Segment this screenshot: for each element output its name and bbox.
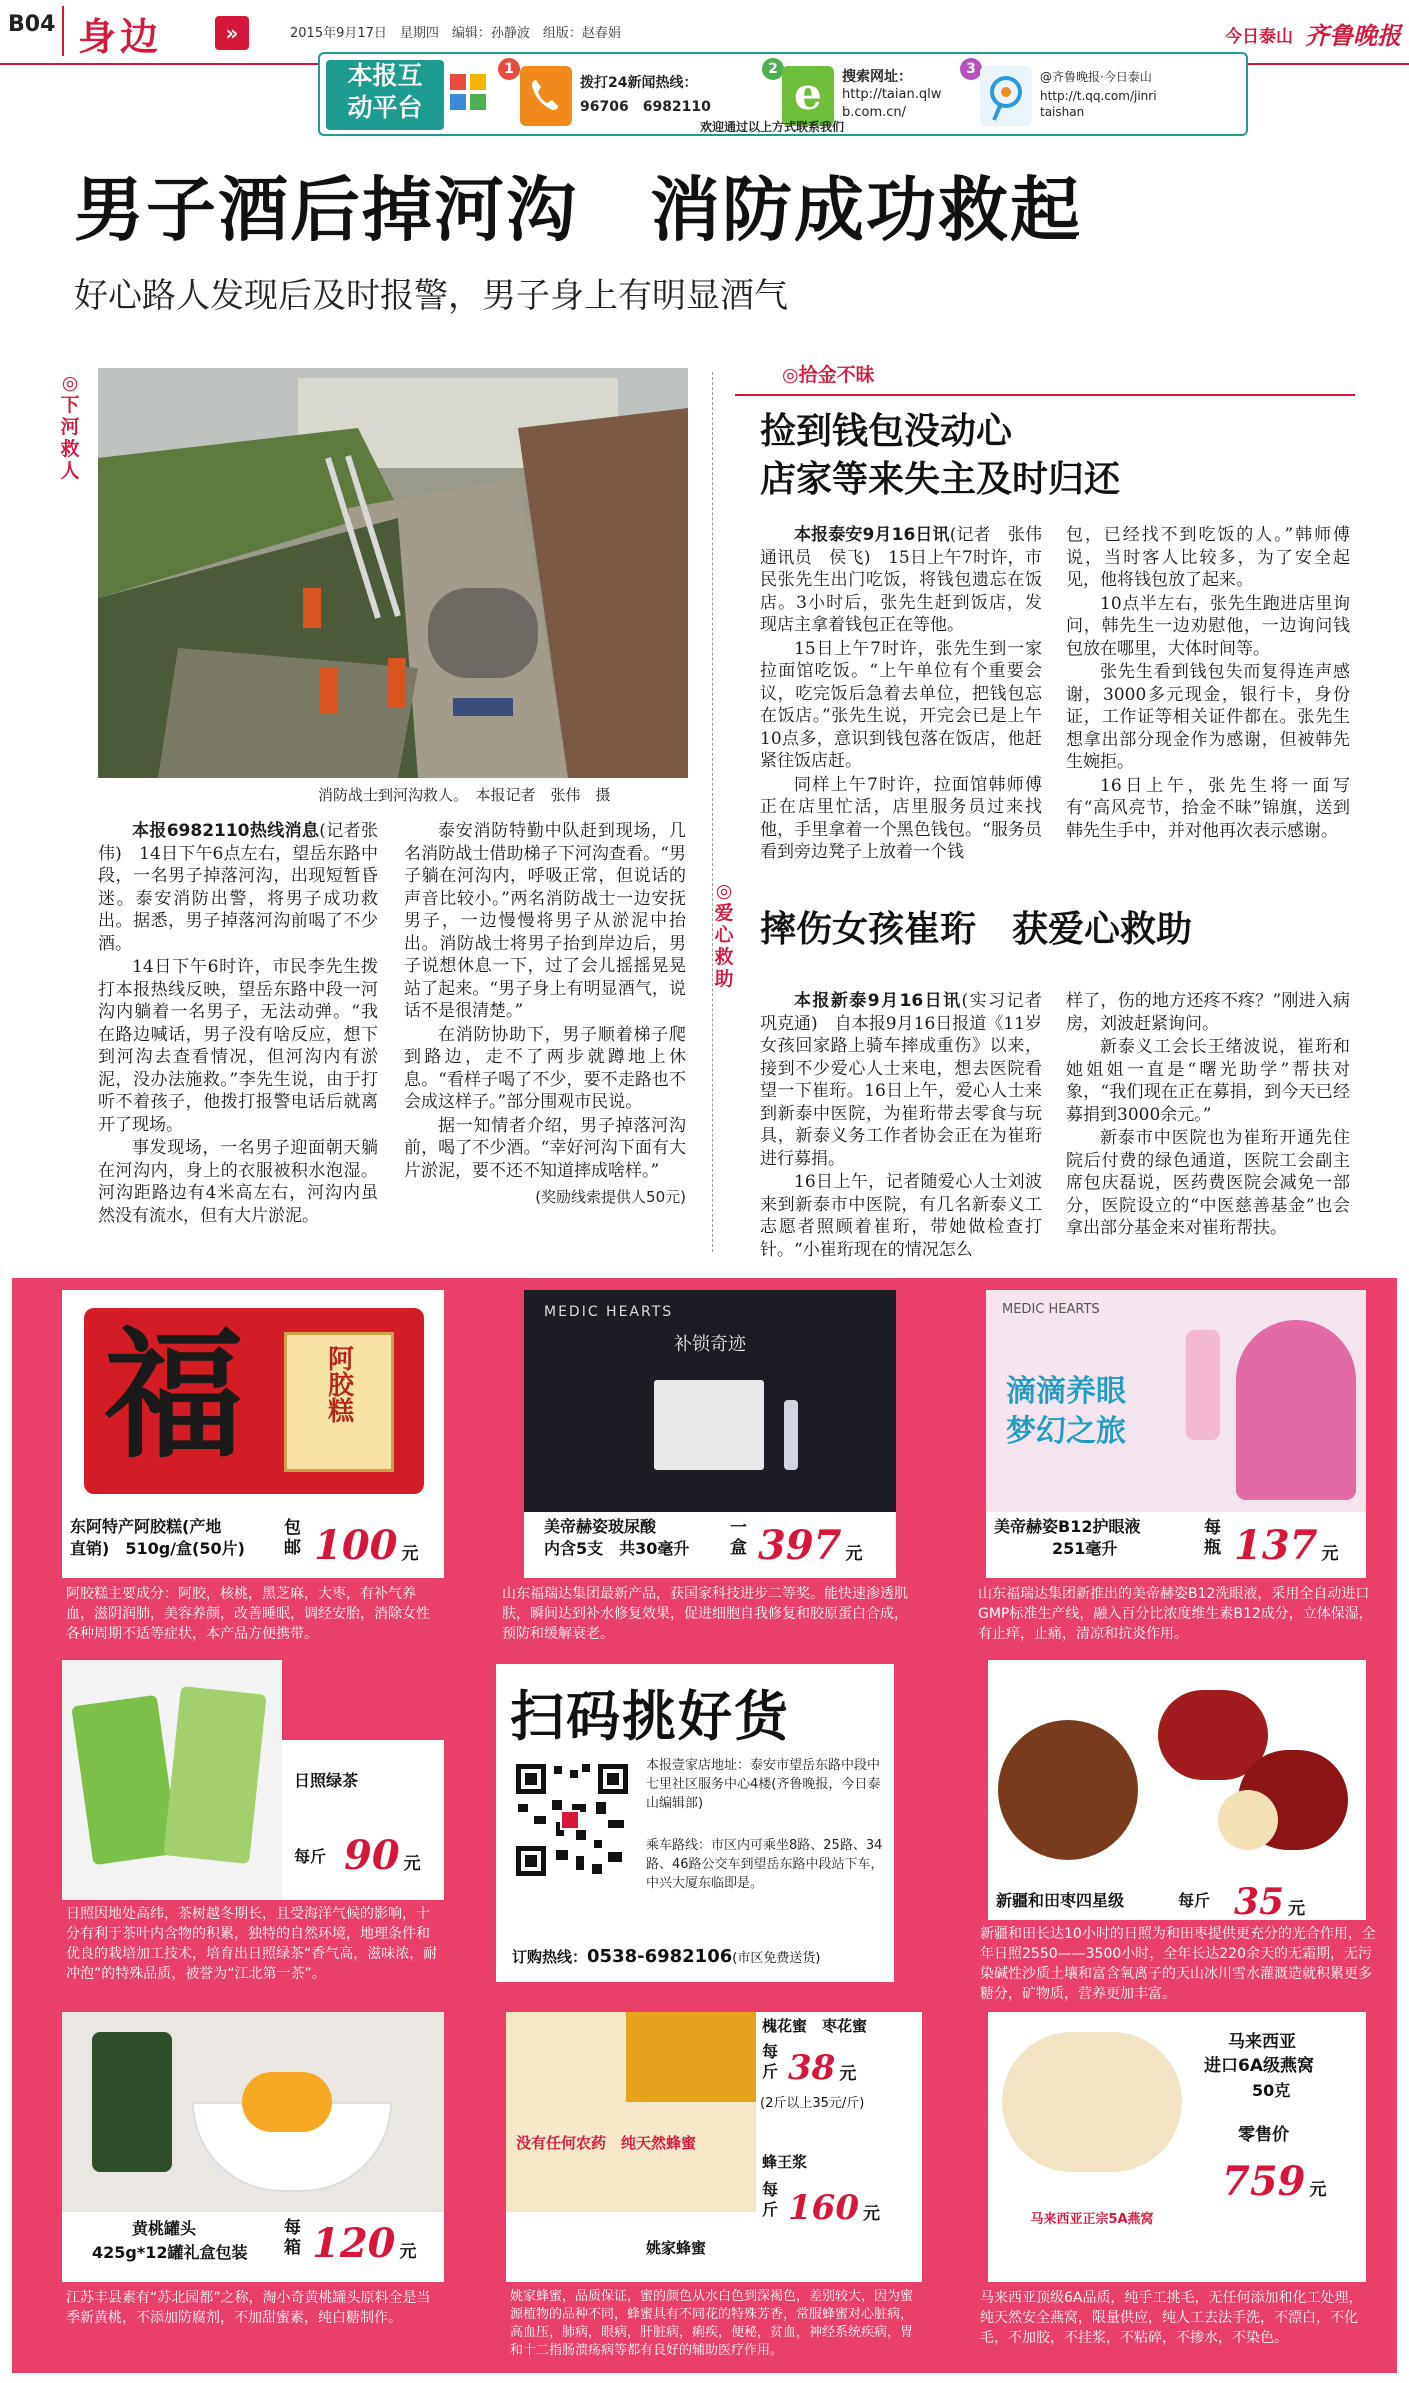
- lead-para-1: [98, 820, 378, 955]
- qr-bus-route: 乘车路线：市区内可乘坐8路、25路、34路、46路公交车到望岳东路中段站下车，中兴大厦东临即是。: [646, 1838, 884, 1891]
- green-tea-image: [62, 1660, 282, 1900]
- weibo-account: @齐鲁晚报·今日泰山: [1040, 70, 1152, 84]
- ejiao-name-line1: 东阿特产阿胶糕(产地: [70, 1517, 222, 1536]
- platform-banner: [318, 52, 1248, 136]
- honey-desc: 姚家蜂蜜，品质保证，蜜的颜色从水白色到深褐色，差别较大，因为蜜源植物的品种不同，蜂蜜具有不同花的特殊芳香，常服蜂蜜对心脏病，高血压，肺病，眼病，肝脏病，痢疾，便秘，贫血，神经系统疾病，胃和十二指肠溃疡病等都有良好的辅助医疗作用。: [510, 2289, 914, 2358]
- eye-drops-price-unit: 元: [1321, 1544, 1339, 1564]
- honey-price-2-value: 160: [788, 2188, 859, 2228]
- ad-yellow-peach[interactable]: [62, 2012, 444, 2362]
- story2-column-1: [760, 524, 1059, 865]
- story3-dateline: 本报新泰9月16日讯: [794, 991, 962, 1011]
- story2-para-5: 10点半左右，张先生跑进店里询问，韩先生一边劝慰他，一边询问钱包放在哪里，大体时间等。: [1066, 593, 1350, 659]
- ad-ejiao[interactable]: [62, 1290, 444, 1640]
- column-separator: [712, 372, 713, 1252]
- honey-name-1: 槐花蜜 枣花蜜: [762, 2017, 868, 2035]
- ejiao-desc: 阿胶糕主要成分：阿胶，核桃，黑芝麻，大枣，有补气养血，滋阴润肺，美容养颜，改善睡眠，调经安胎，消除女性各种周期不适等症状，本产品方便携带。: [66, 1586, 430, 1642]
- weibo-number-badge: 3: [960, 58, 982, 80]
- hotline-number-badge: 1: [498, 58, 520, 80]
- lead-para-2: 14日下午6时许，市民李先生拨打本报热线反映，望岳东路中段一河沟内躺着一名男子，无法动弹。“我在路边喊话，男子没有啥反应，想下到河沟去查看情况，但河沟内有淤泥，没办法施救。”李先生说，由于打听不着孩子，他拨打报警电话后就离开了现场。: [98, 957, 378, 1135]
- hyaluronic-name-line2: 内含5支 共30毫升: [544, 1539, 690, 1558]
- hyaluronic-price-unit: 元: [845, 1544, 863, 1564]
- story2-tag-rule: [735, 394, 1355, 396]
- story3-tag: ◎爱心救助: [714, 880, 734, 990]
- ad-honey[interactable]: [506, 2012, 922, 2362]
- story3-para-2: 16日上午，记者随爱心人士刘波来到新泰市中医院，有几名新泰义工志愿者照顾着崔珩，带她做检查打针。“小崔珩现在的情况怎么: [760, 1172, 1042, 1260]
- story2-para-7: 16日上午，张先生将一面写有“高风亮节，拾金不昧”锦旗，送到韩先生手中，并对他再次表示感谢。: [1066, 775, 1350, 841]
- hotline-label: 拨打24新闻热线：: [580, 75, 698, 91]
- section-arrow-icon: »: [215, 16, 249, 50]
- story2-title-line1: 捡到钱包没动心: [760, 411, 1013, 452]
- lead-headline: 男子酒后掉河沟 消防成功救起: [74, 169, 1082, 251]
- tea-bag-2: [163, 1686, 266, 1864]
- honeycomb: [626, 2012, 756, 2102]
- story2-title-line2: 店家等来失主及时归还: [760, 459, 1121, 500]
- eye-drops-per: 每瓶: [1204, 1518, 1221, 1558]
- jujube-image: [988, 1660, 1366, 1880]
- jujube-price-unit: 元: [1288, 1899, 1306, 1919]
- header-divider: [62, 6, 64, 56]
- honey-shop-panel: [506, 2212, 756, 2282]
- jujube-price: [1234, 1882, 1305, 1929]
- website-label: 搜索网址：: [842, 69, 912, 85]
- yellow-peach-name-line2: 425g*12罐礼盒包装: [92, 2243, 248, 2262]
- peach-jar: [92, 2032, 172, 2172]
- eye-drops-name-line2: 251毫升: [1052, 1539, 1118, 1558]
- lead-photo: [98, 368, 688, 778]
- story3-title: 摔伤女孩崔珩 获爱心救助: [760, 909, 1193, 950]
- page-number: B04: [8, 12, 56, 37]
- lead-credit: (奖励线索提供人50元): [535, 1188, 686, 1206]
- honey-price-1: [788, 2048, 856, 2094]
- yellow-peach-per: 每箱: [284, 2218, 301, 2258]
- honey-image: [506, 2012, 756, 2212]
- honey-price-2: [788, 2188, 880, 2234]
- story3-para-5: 新泰市中医院也为崔珩开通先住院后付费的绿色通道，医院工会副主席包庆磊说，医药费医院会减免一部分，医院设立的“中医慈善基金”也会拿出部分基金来对崔珩帮扶。: [1066, 1128, 1350, 1238]
- story2-tag: ◎拾金不昧: [782, 364, 875, 386]
- green-tea-desc: 日照因地处高纬，茶树越冬期长，且受海洋气候的影响，十分有利于茶叶内含物的积累，独特的自然环境，地理条件和优良的栽培加工技术，培育出日照绿茶“香气高，滋味浓，耐冲泡”的特殊品质，被誉为“江北第一茶”。: [66, 1906, 438, 1982]
- platform-title-box: [326, 60, 444, 130]
- lead-para-6: 据一知情者介绍，男子掉落河沟前，喝了不少酒。“幸好河沟下面有大片淤泥，要不还不知道摔成啥样。”: [404, 1115, 686, 1181]
- jujube-bowl: [998, 1720, 1138, 1860]
- website-url[interactable]: http://taian.qlwb.com.cn/: [842, 87, 942, 120]
- lead-para-5: 在消防协助下，男子顺着梯子爬到路边，走不了两步就蹲地上休息。“看样子喝了不少，要不走路也不会成这样子。”部分围观市民说。: [404, 1024, 686, 1112]
- lead-photo-caption: 消防战士到河沟救人。 本报记者 张伟 摄: [318, 786, 611, 804]
- website-number-badge: 2: [762, 58, 784, 80]
- hyaluronic-image: [524, 1290, 896, 1512]
- qr-hotline-label: 订购热线：: [512, 1948, 588, 1966]
- jujube-slice: [1218, 1790, 1278, 1850]
- ad-eye-drops[interactable]: [972, 1290, 1382, 1640]
- lead-tag: ◎下河救人: [60, 372, 80, 482]
- honey-per-2: 每斤: [762, 2180, 779, 2219]
- yellow-peach-name-line1: 黄桃罐头: [132, 2219, 197, 2238]
- story3-para-4: 新泰义工会长王绪波说，崔珩和她姐姐一直是“曙光助学”帮扶对象，“我们现在正在募捐，到今天已经募捐到3000余元。”: [1066, 1037, 1350, 1125]
- green-tea-price-unit: 元: [403, 1854, 421, 1874]
- lead-dateline: 本报6982110热线消息: [132, 821, 320, 841]
- lead-para-3: 事发现场，一名男子迎面朝天躺在河沟内，身上的衣服被积水泡湿。河沟距路边有4米高左右，河沟内虽然没有流水，但有大片淤泥。: [98, 1138, 378, 1226]
- ejiao-price-unit: 元: [401, 1544, 419, 1564]
- story2-para-2: 15日上午7时许，张先生到一家拉面馆吃饭。“上午单位有个重要会议，吃完饭后急着去单位，把钱包忘在饭店。”张先生说，开完会已是上午10点多，意识到钱包落在饭店，他赶紧往饭店赶。: [760, 638, 1042, 771]
- hotline-value[interactable]: 96706 6982110: [580, 99, 711, 115]
- honey-name-2: 蜂王浆: [762, 2153, 808, 2171]
- qr-hotline-note: (市区免费送货): [732, 1951, 821, 1966]
- story2-para-1-text: (记者 张伟 通讯员 侯飞) 15日上午7时许，市民张先生出门吃饭，将钱包遗忘在饭店。3小时后，张先生赶到饭店，发现店主拿着钱包正在等他。: [760, 525, 1059, 635]
- honey-shop-name: 姚家蜂蜜: [646, 2239, 707, 2257]
- green-tea-price: [344, 1832, 421, 1884]
- section-title: 身边: [78, 15, 163, 59]
- tea-bag-1: [71, 1695, 178, 1865]
- yellow-peach-price-value: 120: [312, 2220, 396, 2267]
- lead-para-4: 泰安消防特勤中队赶到现场，几名消防战士借助梯子下河沟查看。“男子躺在河沟内，呼吸正常，但说话的声音比较小。”两名消防战士一边安抚男子，一边慢慢将男子从淤泥中抬出。消防战士将男子抬到岸边后，男子说想休息一下，过了会儿摇摇晃晃站了起来。“男子身上有明显酒气，说话不是很清楚。”: [404, 821, 686, 1021]
- platform-footer: 欢迎通过以上方式联系我们: [700, 120, 845, 134]
- eye-drops-price: [1234, 1522, 1339, 1574]
- ad-section: [12, 1278, 1397, 2373]
- yellow-peach-price-unit: 元: [399, 2242, 417, 2262]
- honey-banner: 没有任何农药 纯天然蜂蜜: [516, 2134, 697, 2152]
- story3-column-1: [760, 990, 1059, 1262]
- ejiao-name-line2: 直销) 510g/盒(50片): [70, 1539, 245, 1558]
- birds-nest-desc: 马来西亚顶级6A品质，纯手工挑毛，无任何添加和化工处理，纯天然安全燕窝，限量供应，纯人工去法手洗，不漂白，不化毛，不加胶，不挂浆，不粘碎，不掺水，不染色。: [980, 2290, 1363, 2346]
- green-tea-name: 日照绿茶: [294, 1771, 359, 1790]
- hyaluronic-desc: 山东福瑞达集团最新产品，获国家科技进步二等奖。能快速渗透肌肤，瞬间达到补水修复效果，促进细胞自我修复和胶原蛋白合成，预防和缓解衰老。: [502, 1586, 908, 1642]
- eye-drops-brand: MEDIC HEARTS: [1002, 1302, 1100, 1317]
- story3-column-2: [1066, 990, 1350, 1241]
- story2-para-3: 同样上午7时许，拉面馆韩师傅正在店里忙活，店里服务员过来找他，手里拿着一个黑色钱包。“服务员看到旁边凳子上放着一个钱: [760, 774, 1042, 862]
- qr-hotline: [512, 1946, 820, 1967]
- birds-nest-name-line1: 马来西亚: [1228, 2032, 1296, 2052]
- story2-dateline: 本报泰安9月16日讯: [794, 525, 950, 545]
- qr-panel: [496, 1664, 894, 1982]
- honey-price-1-value: 38: [788, 2048, 836, 2088]
- lead-subhead: 好心路人发现后及时报警，男子身上有明显酒气: [74, 276, 788, 316]
- yellow-peach-price: [312, 2220, 417, 2272]
- eye-drops-slogan1: 滴滴养眼: [1006, 1374, 1126, 1409]
- honey-price-2-unit: 元: [862, 2204, 880, 2224]
- hyaluronic-vial: [784, 1400, 798, 1470]
- honey-note: (2斤以上35元/斤): [760, 2096, 865, 2111]
- ad-birds-nest[interactable]: [972, 2012, 1382, 2362]
- lead-para-1-text: (记者张伟) 14日下午6点左右，望岳东路中段，一名男子掉落河沟，出现短暂昏迷。泰安消防出警，将男子成功救出。据悉，男子掉落河沟前喝了不少酒。: [98, 821, 378, 954]
- ejiao-box: [84, 1308, 424, 1494]
- jujube-name: 新疆和田枣四星级: [996, 1891, 1125, 1910]
- story3-para-1-text: (实习记者 巩克通) 自本报9月16日报道《11岁女孩回家路上骑车摔成重伤》以来，接到不少爱心人士来电，想去医院看望一下崔珩。16日上午，爱心人士来到新泰中医院，为崔珩带去零食与玩具，新泰义务工作者协会正在为崔珩进行募捐。: [760, 991, 1059, 1169]
- birds-nest-label: 马来西亚正宗5A燕窝: [1030, 2212, 1154, 2227]
- qr-code[interactable]: [512, 1760, 632, 1880]
- eye-drops-price-value: 137: [1234, 1522, 1318, 1569]
- honey-per-1: 每斤: [762, 2042, 779, 2081]
- birds-nest-box: [1002, 2032, 1182, 2172]
- hyaluronic-price-value: 397: [758, 1522, 842, 1569]
- lead-column-1: [98, 820, 378, 1228]
- hyaluronic-brand: MEDIC HEARTS: [544, 1304, 674, 1320]
- ad-hyaluronic[interactable]: [494, 1290, 926, 1640]
- eye-drops-slogan2: 梦幻之旅: [1006, 1414, 1126, 1449]
- birds-nest-name-line3: 50克: [1252, 2081, 1291, 2100]
- masthead-logo: 齐鲁晚报: [1305, 21, 1401, 50]
- platform-title-line2: 动平台: [347, 93, 423, 122]
- birds-nest-price-unit: 元: [1309, 2180, 1327, 2200]
- eye-drops-image: [986, 1290, 1366, 1512]
- hyaluronic-price: [758, 1522, 863, 1574]
- story2-para-6: 张先生看到钱包失而复得连声感谢，3000多元现金，银行卡，身份证，工作证等相关证件都在。张先生想拿出部分现金作为感谢，但被韩先生婉拒。: [1066, 662, 1350, 772]
- story3-para-3: 样了，伤的地方还疼不疼？”刚进入病房，刘波赶紧询问。: [1066, 991, 1350, 1034]
- birds-nest-name-line2: 进口6A级燕窝: [1204, 2056, 1314, 2076]
- yellow-peach-desc: 江苏丰县素有“苏北园都”之称，淘小奇黄桃罐头原料全是当季新黄桃，不添加防腐剂，不加甜蜜素，纯白糖制作。: [66, 2290, 431, 2326]
- jujube-desc: 新疆和田长达10小时的日照为和田枣提供更充分的光合作用，全年日照2550——3500小时，全年长达220余天的无霜期，无污染碱性沙质土壤和富含氧离子的天山冰川雪水灌溉造就积累更多糖分，矿物质，营养更加丰富。: [980, 1926, 1376, 2002]
- honey-price-1-unit: 元: [839, 2064, 857, 2084]
- cube-icon: [448, 68, 492, 122]
- weibo-icon: [980, 66, 1032, 126]
- issue-meta: 2015年9月17日 星期四 编辑：孙静波 组版：赵春娟: [290, 26, 621, 41]
- ejiao-price-value: 100: [314, 1522, 398, 1569]
- ad-green-tea[interactable]: [62, 1660, 444, 1990]
- phone-icon: [520, 66, 572, 126]
- hyaluronic-product: 补锁奇迹: [674, 1334, 746, 1355]
- jujube-per: 每斤: [1178, 1891, 1211, 1910]
- yellow-peach-image: [62, 2012, 444, 2212]
- story2-para-1: [760, 524, 1059, 637]
- hyaluronic-per: 一盒: [730, 1518, 747, 1558]
- fu-character: 福: [104, 1314, 245, 1478]
- qr-hotline-number[interactable]: 0538-6982106: [587, 1946, 733, 1967]
- ejiao-box-image: [62, 1290, 444, 1512]
- ejiao-per: 包邮: [284, 1518, 301, 1558]
- hyaluronic-box: [654, 1380, 764, 1470]
- weibo-url[interactable]: http://t.qq.com/jinritaishan: [1040, 89, 1157, 119]
- eye-drops-desc: 山东福瑞达集团新推出的美帝赫姿B12洗眼液，采用全自动进口GMP标准生产线，融入百分比浓度维生素B12成分，立体保湿，有止痒，止痛，清凉和抗炎作用。: [978, 1586, 1373, 1642]
- birds-nest-price-value: 759: [1222, 2158, 1306, 2205]
- ejiao-label-panel: [284, 1332, 394, 1472]
- birds-nest-per: 零售价: [1238, 2125, 1289, 2145]
- ejiao-price: [314, 1522, 419, 1574]
- birds-nest-price: [1222, 2158, 1327, 2210]
- peach-half: [242, 2072, 332, 2132]
- platform-title-line1: 本报互: [347, 61, 423, 90]
- green-tea-per: 每斤: [294, 1847, 327, 1866]
- lead-column-2: [404, 820, 686, 1207]
- jujube-price-value: 35: [1234, 1881, 1285, 1923]
- hyaluronic-name-line1: 美帝赫姿玻尿酸: [544, 1517, 657, 1536]
- qr-title: 扫码挑好货: [510, 1685, 790, 1748]
- eye-drops-name-line1: 美帝赫姿B12护眼液: [994, 1517, 1141, 1536]
- ad-jujube[interactable]: [972, 1660, 1382, 2002]
- qr-address: 本报壹家店地址：泰安市望岳东路中段中七里社区服务中心4楼(齐鲁晚报，今日泰山编辑部): [646, 1758, 881, 1811]
- ejiao-label-text: 阿胶糕: [323, 1345, 354, 1423]
- eye-drops-bottle: [1186, 1330, 1220, 1440]
- edition-name: 今日泰山: [1225, 27, 1293, 47]
- browser-icon: e: [782, 66, 834, 126]
- green-tea-price-value: 90: [344, 1832, 400, 1879]
- story3-para-1: [760, 990, 1059, 1170]
- eye-drops-model: [1236, 1320, 1356, 1500]
- story2-column-2: [1066, 524, 1350, 843]
- story2-para-4: 包，已经找不到吃饭的人。”韩师傅说，当时客人比较多，为了安全起见，他将钱包放了起来。: [1066, 525, 1350, 590]
- birds-nest-image: [988, 2012, 1196, 2282]
